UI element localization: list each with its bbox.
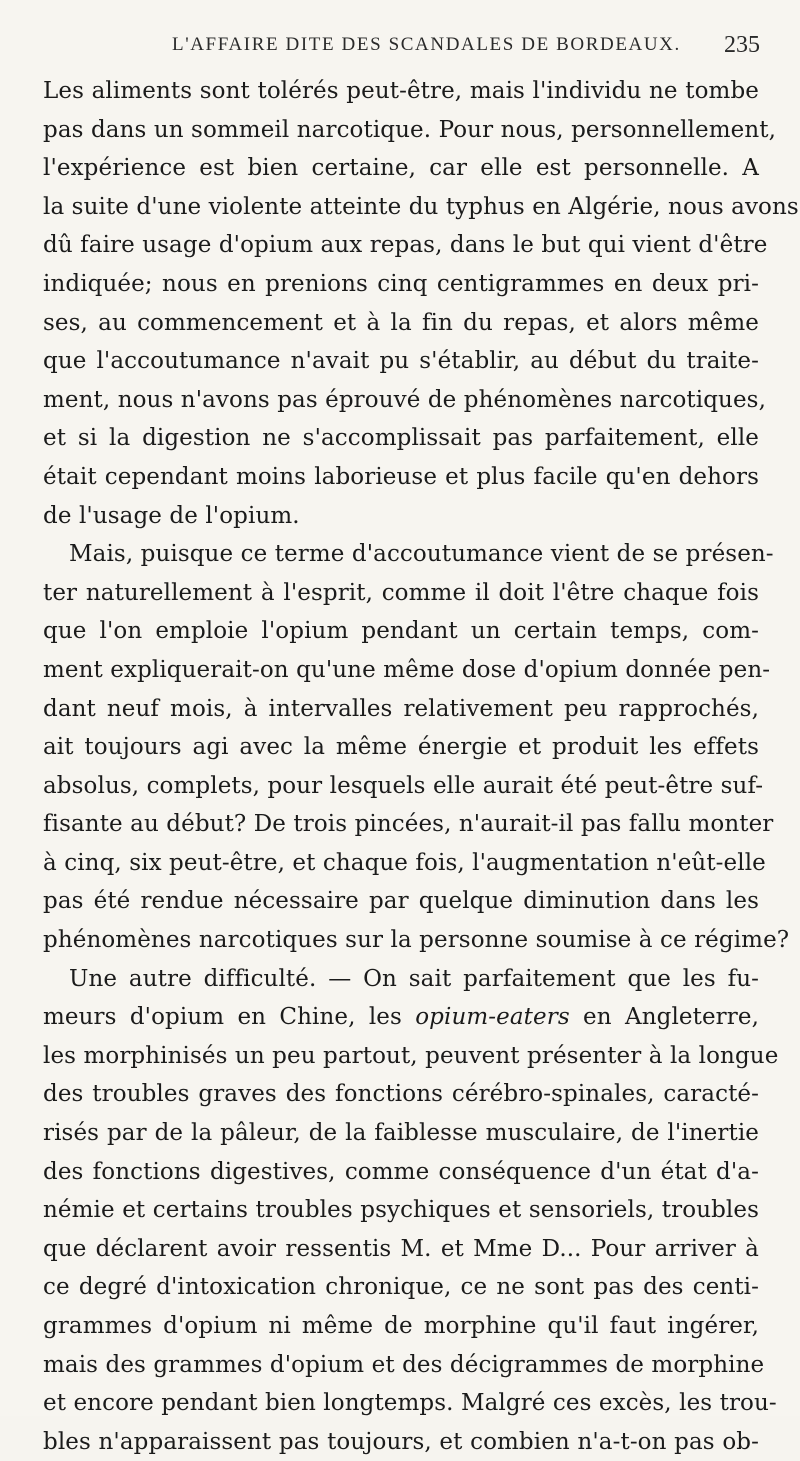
- text-line: némie et certains troubles psychiques et sensoriels, troubles: [43, 1197, 759, 1224]
- text-line: fisante au début? De trois pincées, n'aurait-il pas fallu monter: [43, 811, 774, 838]
- text-line: ait toujours agi avec la même énergie et produit les effets: [43, 734, 759, 761]
- text-line: [43, 998, 759, 1037]
- text-line: absolus, complets, pour lesquels elle aurait été peut-être suf-: [43, 772, 764, 799]
- text-line: que l'accoutumance n'avait pu s'établir, au début du traite-: [43, 348, 759, 375]
- text-line: que l'on emploie l'opium pendant un certain temps, com-: [43, 618, 759, 645]
- text-line: à cinq, six peut-être, et chaque fois, l'augmentation n'eût-elle: [43, 849, 766, 876]
- text-line: Les aliments sont tolérés peut-être, mais l'individu ne tombe: [43, 78, 759, 104]
- text-line: la suite d'une violente atteinte du typhus en Algérie, nous avons: [43, 193, 799, 220]
- paragraph-1: [43, 72, 799, 535]
- italic-term: opium-eaters: [415, 1004, 570, 1031]
- text-line: ter naturellement à l'esprit, comme il doit l'être chaque fois: [43, 579, 759, 606]
- running-title: L'AFFAIRE DITE DES SCANDALES DE BORDEAUX.: [172, 34, 681, 55]
- text-line: Une autre difficulté. — On sait parfaitement que les fu-: [69, 965, 759, 992]
- text-line: ce degré d'intoxication chronique, ce ne sont pas des centi-: [43, 1274, 759, 1301]
- page-number: 235: [724, 32, 760, 58]
- text-line: ment expliquerait-on qu'une même dose d'opium donnée pen-: [43, 656, 771, 683]
- text-line: et encore pendant bien longtemps. Malgré ces excès, les trou-: [43, 1390, 777, 1417]
- text-line: risés par de la pâleur, de la faiblesse musculaire, de l'inertie: [43, 1120, 759, 1147]
- text-segment: en Angleterre,: [569, 1004, 759, 1031]
- text-line: de l'usage de l'opium.: [43, 502, 300, 529]
- paragraph-3: [43, 960, 779, 1461]
- text-line: les morphinisés un peu partout, peuvent présenter à la longue: [43, 1042, 779, 1069]
- text-line: Mais, puisque ce terme d'accoutumance vient de se présen-: [69, 541, 774, 568]
- text-line: que déclarent avoir ressentis M. et Mme D... Pour arriver à: [43, 1235, 759, 1262]
- body-text: [43, 72, 799, 1461]
- text-line: ment, nous n'avons pas éprouvé de phénomènes narcotiques,: [43, 386, 766, 413]
- text-line: des troubles graves des fonctions cérébro-spinales, caracté-: [43, 1081, 759, 1108]
- text-line: des fonctions digestives, comme conséquence d'un état d'a-: [43, 1158, 759, 1185]
- text-line: ses, au commencement et à la fin du repas, et alors même: [43, 309, 759, 336]
- text-line: et si la digestion ne s'accomplissait pas parfaitement, elle: [43, 425, 759, 452]
- paragraph-2: [43, 535, 790, 960]
- text-line: dû faire usage d'opium aux repas, dans le but qui vient d'être: [43, 232, 768, 259]
- text-line: grammes d'opium ni même de morphine qu'il faut ingérer,: [43, 1313, 759, 1339]
- text-line: l'expérience est bien certaine, car elle est personnelle. A: [43, 155, 759, 182]
- text-line: était cependant moins laborieuse et plus facile qu'en dehors: [43, 463, 759, 490]
- text-line: phénomènes narcotiques sur la personne soumise à ce régime?: [43, 927, 790, 954]
- text-segment: meurs d'opium en Chine, les: [43, 1004, 416, 1031]
- text-line: dant neuf mois, à intervalles relativement peu rapprochés,: [43, 695, 759, 722]
- text-line: pas été rendue nécessaire par quelque diminution dans les: [43, 888, 759, 915]
- text-line: mais des grammes d'opium et des décigrammes de morphine: [43, 1351, 765, 1378]
- text-line: indiquée; nous en prenions cinq centigrammes en deux pri-: [43, 270, 759, 297]
- text-line: pas dans un sommeil narcotique. Pour nous, personnellement,: [43, 116, 777, 143]
- page-header: [44, 34, 764, 70]
- text-line: bles n'apparaissent pas toujours, et combien n'a-t-on pas ob-: [43, 1428, 759, 1455]
